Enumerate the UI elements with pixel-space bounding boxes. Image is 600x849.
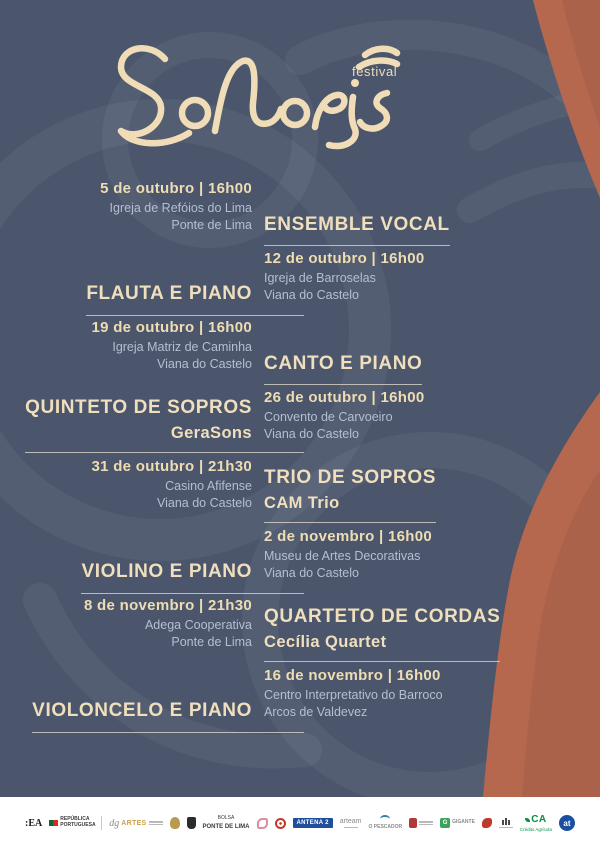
sponsor-bolsa-ponte-de-lima bbox=[203, 816, 250, 830]
event-city: Viana do Castelo bbox=[264, 565, 359, 580]
event-title-block bbox=[264, 213, 450, 247]
sponsor-at bbox=[559, 815, 575, 831]
antena2-text: ANTENA 2 bbox=[293, 818, 333, 828]
ca-logo bbox=[525, 814, 546, 825]
event-title: FLAUTA E PIANO bbox=[86, 283, 252, 304]
event-venue: Centro Interpretativo do Barroco bbox=[264, 687, 443, 702]
event-title-block bbox=[25, 396, 304, 453]
event-title-block bbox=[264, 466, 436, 523]
event-performer: GeraSons bbox=[170, 424, 252, 442]
event-date: 12 de outubro | 16h00 bbox=[264, 249, 425, 267]
event-date: 16 de novembro | 16h00 bbox=[264, 666, 441, 684]
rose-ornament-icon bbox=[257, 818, 268, 829]
arteam-smallprint bbox=[344, 827, 358, 829]
event-title: CANTO E PIANO bbox=[264, 352, 423, 374]
event-title-cell bbox=[0, 282, 252, 304]
gigante-text: GIGANTE bbox=[452, 819, 475, 826]
event-title-block bbox=[264, 605, 500, 662]
dgartes-script: dg bbox=[109, 817, 120, 829]
dgartes-smallprint bbox=[149, 821, 163, 825]
event-title: ENSEMBLE VOCAL bbox=[264, 213, 450, 235]
sponsor-antena2 bbox=[293, 818, 333, 828]
event-city: Arcos de Valdevez bbox=[264, 704, 368, 719]
dgartes-text: ARTES bbox=[121, 819, 147, 827]
event-city: Viana do Castelo bbox=[264, 426, 359, 441]
event-city: Ponte de Lima bbox=[171, 218, 252, 233]
event-schedule bbox=[264, 250, 600, 305]
event-title-cell bbox=[264, 466, 600, 513]
sponsor-o-pescador bbox=[369, 815, 403, 831]
ca-text: CA bbox=[531, 814, 547, 825]
sponsor-red-crest bbox=[409, 818, 433, 828]
footer-separator bbox=[101, 816, 102, 830]
event-title: VIOLINO E PIANO bbox=[81, 561, 252, 582]
event-title-cell bbox=[264, 352, 600, 374]
republica-portuguesa-text: REPÚBLICA PORTUGUESA bbox=[60, 816, 96, 828]
event-title-cell bbox=[264, 213, 600, 235]
event-venue: Igreja de Refóios do Lima bbox=[109, 201, 252, 215]
sonoris-logo bbox=[103, 34, 403, 156]
ea-monogram-text: :EA bbox=[25, 817, 43, 829]
event-city: Viana do Castelo bbox=[157, 496, 252, 511]
event-title-block bbox=[264, 352, 422, 386]
event-city: Ponte de Lima bbox=[171, 635, 252, 650]
event-venue: Convento de Carvoeiro bbox=[264, 409, 393, 424]
sponsor-footer bbox=[0, 797, 600, 849]
gold-emblem-icon bbox=[170, 817, 180, 829]
event-city: Viana do Castelo bbox=[264, 287, 359, 302]
sonoris-script-logo bbox=[103, 34, 403, 156]
triple-mark-icon bbox=[502, 818, 510, 825]
gigante-icon: G bbox=[440, 818, 450, 828]
at-badge-icon: at bbox=[559, 815, 575, 831]
event-list bbox=[0, 180, 600, 736]
sponsor-ea-monogram bbox=[25, 818, 42, 829]
event-schedule bbox=[0, 180, 252, 235]
event-title: TRIO DE SOPROS bbox=[264, 466, 437, 488]
event-title: QUINTETO DE SOPROS bbox=[25, 397, 252, 419]
event-performer: CAM Trio bbox=[264, 493, 340, 512]
event-title-cell bbox=[0, 396, 252, 443]
event-row bbox=[0, 597, 600, 652]
event-row bbox=[0, 389, 600, 444]
sponsor-dgartes bbox=[109, 818, 162, 829]
sponsor-republica-portuguesa bbox=[49, 817, 94, 829]
event-venue: Igreja Matriz de Caminha bbox=[112, 340, 252, 354]
event-row bbox=[0, 250, 600, 305]
event-venue: Casino Afifense bbox=[165, 479, 252, 493]
event-title: QUARTETO DE CORDAS bbox=[264, 605, 501, 627]
event-performer: Cecília Quartet bbox=[264, 632, 387, 651]
event-date: 2 de novembro | 16h00 bbox=[264, 527, 433, 545]
event-schedule bbox=[0, 597, 252, 652]
event-city: Viana do Castelo bbox=[157, 357, 252, 372]
festival-tagline: festival bbox=[352, 64, 398, 79]
credito-agricola-text: Crédito Agrícola bbox=[519, 827, 552, 832]
red-crest-smallprint bbox=[419, 821, 433, 825]
event-venue: Igreja de Barroselas bbox=[264, 270, 376, 285]
bolsa-text: BOLSA bbox=[217, 814, 235, 821]
event-schedule bbox=[264, 389, 600, 444]
sponsor-arteam bbox=[340, 818, 362, 829]
event-venue: Museu de Artes Decorativas bbox=[264, 548, 421, 563]
event-title-cell bbox=[0, 699, 252, 721]
event-schedule bbox=[264, 667, 600, 722]
event-date: 19 de outubro | 16h00 bbox=[91, 319, 252, 336]
event-title-cell bbox=[0, 560, 252, 582]
event-date: 8 de novembro | 21h30 bbox=[83, 597, 252, 614]
event-schedule bbox=[0, 458, 252, 513]
event-row bbox=[0, 458, 600, 513]
fish-wave-icon bbox=[380, 815, 390, 823]
event-schedule bbox=[264, 528, 600, 583]
event-title: VIOLONCELO E PIANO bbox=[32, 700, 252, 721]
event-title-cell bbox=[264, 605, 600, 652]
red-crest-icon bbox=[409, 818, 417, 828]
red-script-mark-icon bbox=[482, 818, 492, 828]
event-row bbox=[0, 667, 600, 722]
triple-mark-smallprint bbox=[499, 827, 513, 829]
event-row bbox=[0, 528, 600, 583]
sponsor-triple-mark bbox=[499, 818, 513, 829]
event-row bbox=[0, 180, 600, 235]
o-pescador-text: O PESCADOR bbox=[368, 824, 403, 831]
event-row bbox=[0, 319, 600, 374]
event-date: 26 de outubro | 16h00 bbox=[264, 388, 425, 406]
event-date: 5 de outubro | 16h00 bbox=[100, 180, 252, 197]
ponte-de-lima-text: PONTE DE LIMA bbox=[202, 823, 250, 830]
portugal-flag-icon bbox=[49, 820, 58, 826]
event-schedule bbox=[0, 319, 252, 374]
sponsor-gigante bbox=[440, 818, 475, 828]
leaf-icon bbox=[525, 818, 530, 822]
arteam-text: arteam bbox=[339, 817, 362, 825]
red-ornament-icon bbox=[275, 818, 286, 829]
event-date: 31 de outubro | 21h30 bbox=[91, 458, 252, 475]
event-venue: Adega Cooperativa bbox=[144, 618, 252, 632]
black-emblem-icon bbox=[187, 817, 196, 829]
sponsor-credito-agricola bbox=[520, 814, 552, 832]
